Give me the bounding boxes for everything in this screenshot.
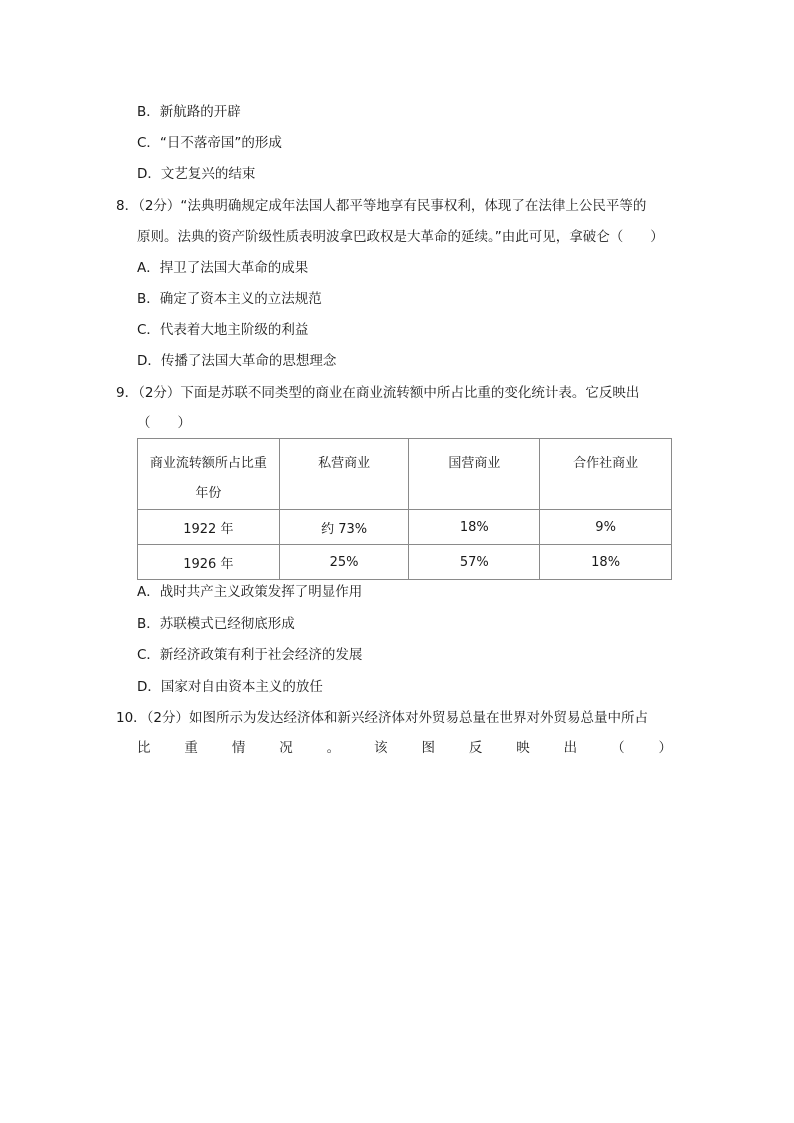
q10-char: 反: [468, 740, 483, 756]
q10-char: 出: [563, 740, 578, 756]
q7-option-b[interactable]: B．新航路的开辟: [137, 104, 241, 120]
table-row: [138, 510, 672, 545]
q8-option-a[interactable]: A．捍卫了法国大革命的成果: [137, 260, 309, 276]
q8-stem-line1: 8．（2分）“法典明确规定成年法国人都平等地享有民事权利，体现了在法律上公民平等的: [116, 198, 647, 214]
q10-char: 重: [184, 740, 198, 756]
q10-char: 。: [326, 740, 341, 756]
q7-option-d[interactable]: D．文艺复兴的结束: [137, 166, 256, 182]
q10-char: 图: [421, 740, 435, 756]
q10-char: 比: [137, 740, 151, 756]
q8-option-b[interactable]: B．确定了资本主义的立法规范: [137, 291, 322, 307]
q10-char: 映: [516, 740, 530, 756]
column-header: 国营商业: [409, 439, 540, 510]
table-cell: 9%: [540, 510, 672, 545]
table-cell: 57%: [409, 545, 540, 580]
commerce-share-table: [137, 438, 672, 580]
table-cell: 25%: [279, 545, 409, 580]
q8-option-c[interactable]: C．代表着大地主阶级的利益: [137, 322, 309, 338]
q9-stem-line1: 9．（2分）下面是苏联不同类型的商业在商业流转额中所占比重的变化统计表。它反映出: [116, 385, 640, 401]
table-row: [138, 545, 672, 580]
table-corner-cell: [138, 439, 280, 510]
q10-char: （: [611, 740, 625, 756]
year-cell: 1926 年: [138, 545, 280, 580]
year-cell: 1922 年: [138, 510, 280, 545]
q10-stem-line1: 10．（2分）如图所示为发达经济体和新兴经济体对外贸易总量在世界对外贸易总量中所占: [116, 710, 649, 726]
q8-stem-line2: 原则。法典的资产阶级性质表明波拿巴政权是大革命的延续。”由此可见，拿破仑（ ）: [137, 229, 664, 245]
q8-option-d[interactable]: D．传播了法国大革命的思想理念: [137, 353, 337, 369]
q9-option-a[interactable]: A．战时共产主义政策发挥了明显作用: [137, 584, 363, 600]
q9-stem-line2: （ ）: [137, 415, 191, 431]
table-cell: 约 73%: [279, 510, 409, 545]
corner-bottom-label: 年份: [195, 486, 222, 501]
q9-option-d[interactable]: D．国家对自由资本主义的放任: [137, 679, 323, 695]
corner-top-label: 商业流转额所占比重: [149, 456, 267, 471]
column-header: 私营商业: [279, 439, 409, 510]
q9-option-c[interactable]: C．新经济政策有利于社会经济的发展: [137, 647, 363, 663]
q7-option-c[interactable]: C．“日不落帝国”的形成: [137, 135, 282, 151]
q10-stem-line2: [137, 738, 672, 758]
table-cell: 18%: [540, 545, 672, 580]
q10-char: 情: [231, 740, 246, 756]
table-header-row: [138, 439, 672, 510]
table-cell: 18%: [409, 510, 540, 545]
q10-char: 该: [374, 740, 388, 756]
q9-option-b[interactable]: B．苏联模式已经彻底形成: [137, 616, 295, 632]
q10-char: 况: [279, 740, 293, 756]
q10-char: ）: [658, 740, 672, 756]
column-header: 合作社商业: [540, 439, 672, 510]
